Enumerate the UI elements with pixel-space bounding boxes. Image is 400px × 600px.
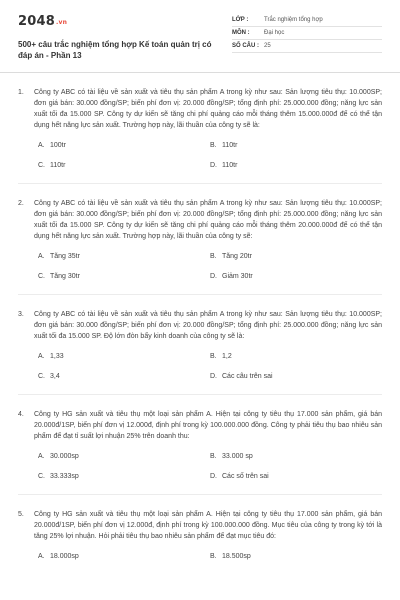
question-number: 3. [18, 311, 24, 318]
answer-option[interactable] [210, 141, 382, 150]
document-title: 500+ câu trắc nghiệm tổng hợp Kế toán quản trị có đáp án - Phần 13 [18, 40, 212, 60]
answer-option[interactable] [38, 272, 210, 281]
answer-option[interactable] [210, 252, 382, 261]
question-item [18, 87, 382, 184]
answer-option[interactable] [210, 452, 382, 461]
option-key: A. [38, 553, 45, 560]
answer-option[interactable] [210, 372, 382, 381]
answer-options [18, 552, 382, 561]
question-text [18, 509, 382, 542]
question-separator [18, 394, 382, 395]
meta-label: LỚP : [232, 17, 249, 23]
question-number: 4. [18, 411, 24, 418]
question-number: 1. [18, 89, 24, 96]
option-key: C. [38, 273, 45, 280]
option-text: Các câu trên sai [222, 373, 273, 380]
option-text: 110tr [222, 162, 238, 169]
option-text: 33.333sp [50, 473, 79, 480]
option-text: Các số trên sai [222, 473, 269, 480]
answer-option[interactable] [38, 252, 210, 261]
option-text: Giảm 30tr [222, 273, 253, 280]
option-key: A. [38, 253, 45, 260]
option-text: 30.000sp [50, 453, 79, 460]
answer-option[interactable] [210, 272, 382, 281]
option-text: Tăng 30tr [50, 273, 80, 280]
answer-option[interactable] [38, 372, 210, 381]
option-key: B. [210, 142, 217, 149]
option-key: C. [38, 162, 45, 169]
question-number: 2. [18, 200, 24, 207]
answer-option[interactable] [210, 161, 382, 170]
option-text: 18.500sp [222, 553, 251, 560]
option-text: 100tr [50, 142, 66, 149]
meta-value: Đại học [264, 30, 285, 36]
question-separator [18, 294, 382, 295]
option-text: 110tr [222, 142, 238, 149]
answer-option[interactable] [38, 161, 210, 170]
option-text: 33.000 sp [222, 453, 253, 460]
meta-row-count [232, 40, 382, 53]
option-text: Tăng 20tr [222, 253, 252, 260]
question-item [18, 309, 382, 395]
option-key: A. [38, 453, 45, 460]
option-key: D. [210, 162, 217, 169]
meta-row-class [232, 14, 382, 27]
option-key: B. [210, 353, 217, 360]
option-text: 3,4 [50, 373, 60, 380]
option-key: C. [38, 373, 45, 380]
meta-label: MÔN : [232, 30, 250, 36]
question-text [18, 87, 382, 131]
logo-tld: .vn [55, 19, 68, 26]
question-number: 5. [18, 511, 24, 518]
answer-option[interactable] [38, 472, 210, 481]
meta-label: SỐ CÂU : [232, 43, 259, 49]
brand-block [18, 14, 228, 72]
answer-option[interactable] [38, 452, 210, 461]
question-body: Công ty ABC có tài liệu về sản xuất và tiêu thụ sản phẩm A trong kỳ như sau: Sản lượng tiêu thụ: 10.000SP; đơn giá bán: 30.000 đồng/SP; biến phí đơn vị: 20.000 đồng/SP; tổng định phí: 25.000.000 đồng; năng lực sản xuất tối đa 15.000 SP. Công ty dự kiến sẽ tăng chi phí quảng cáo mỗi tháng thêm 15.000.000đ để có thể tận dụng hết năng lực sản xuất. Trường hợp này, lãi thuần của công ty sẽ là: [34, 89, 382, 129]
question-text [18, 198, 382, 242]
question-text [18, 309, 382, 342]
question-item [18, 409, 382, 495]
option-text: Tăng 35tr [50, 253, 80, 260]
option-text: 18.000sp [50, 553, 79, 560]
option-key: D. [210, 273, 217, 280]
meta-value: Trắc nghiệm tổng hợp [264, 17, 323, 23]
question-text [18, 409, 382, 442]
answer-options [18, 141, 382, 170]
answer-option[interactable] [210, 472, 382, 481]
question-item [18, 198, 382, 295]
option-text: 110tr [50, 162, 66, 169]
option-text: 1,33 [50, 353, 64, 360]
answer-option[interactable] [38, 552, 210, 561]
answer-option[interactable] [38, 141, 210, 150]
answer-options [18, 252, 382, 281]
question-list [18, 73, 382, 561]
question-body: Công ty ABC có tài liệu về sản xuất và tiêu thụ sản phẩm A trong kỳ như sau: Sản lượng tiêu thụ: 10.000SP; đơn giá bán: 30.000 đồng/SP; biến phí đơn vị: 20.000 đồng/SP; tổng định phí: 25.000.000 đồng; năng lực sản xuất tối đa 15.000 SP. Công ty dự kiến sẽ tăng chi phí quảng cáo mỗi tháng thêm 20.000.000đ để có thể tận dụng hết năng lực sản xuất. Trường hợp này, lãi thuần của công ty sẽ: [34, 200, 382, 240]
option-text: 1,2 [222, 353, 232, 360]
question-body: Công ty HG sản xuất và tiêu thụ một loại sản phẩm A. Hiện tại công ty tiêu thụ 17.000 sản phẩm, giá bán 20.000đ/1SP, biến phí đơn vị 12.000đ, định phí trong kỳ 100.000.000 đồng. Mục tiêu của công ty trong kỳ tới là tăng 25% lợi nhuận. Hỏi phải tiêu thụ bao nhiêu sản phẩm để đạt mục tiêu đó: [34, 511, 382, 540]
meta-value: 25 [264, 43, 271, 49]
meta-table [232, 14, 382, 72]
option-key: A. [38, 142, 45, 149]
answer-option[interactable] [210, 352, 382, 361]
question-item [18, 509, 382, 561]
document-header [18, 0, 382, 72]
option-key: D. [210, 473, 217, 480]
option-key: D. [210, 373, 217, 380]
answer-option[interactable] [38, 352, 210, 361]
logo-main: 2048 [18, 14, 55, 29]
site-logo[interactable] [18, 14, 228, 29]
meta-row-subject [232, 27, 382, 40]
question-body: Công ty ABC có tài liệu về sản xuất và tiêu thụ sản phẩm A trong kỳ như sau: Sản lượng tiêu thụ: 10.000SP; đơn giá bán: 30.000 đồng/SP; biến phí đơn vị: 20.000 đồng/SP; tổng định phí: 25.000.000 đồng; năng lực sản xuất tối đa 15.000 SP. Độ lớn đòn bẩy kinh doanh của công ty sẽ là: [34, 311, 382, 340]
answer-options [18, 452, 382, 481]
question-separator [18, 494, 382, 495]
question-separator [18, 183, 382, 184]
option-key: B. [210, 253, 217, 260]
option-key: C. [38, 473, 45, 480]
option-key: B. [210, 453, 217, 460]
answer-option[interactable] [210, 552, 382, 561]
answer-options [18, 352, 382, 381]
question-body: Công ty HG sản xuất và tiêu thụ một loại sản phẩm A. Hiện tại công ty tiêu thụ 17.000 sản phẩm, giá bán 20.000đ/1SP, biến phí đơn vị 12.000đ, định phí trong kỳ 100.000.000 đồng. Công ty phải tiêu thụ bao nhiêu sản phẩm để đạt tỉ suất lợi nhuận 25% trên doanh thu: [34, 411, 382, 440]
option-key: B. [210, 553, 217, 560]
option-key: A. [38, 353, 45, 360]
